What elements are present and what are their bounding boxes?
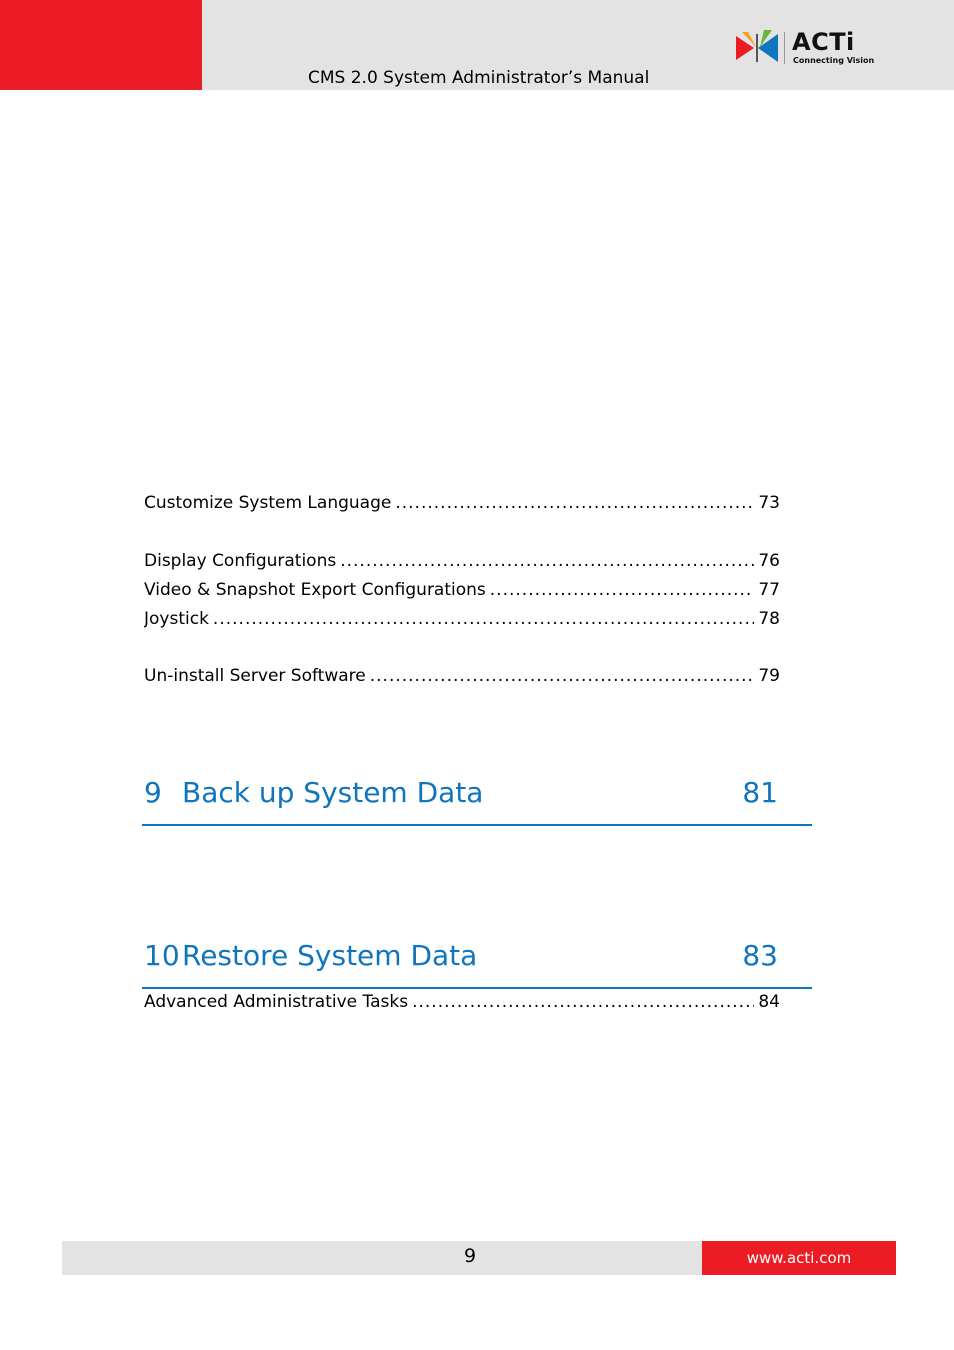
toc-entry-page: 84 xyxy=(758,992,780,1012)
toc-leader-dots xyxy=(370,666,755,686)
toc-leader-dots xyxy=(412,992,754,1012)
manual-title: CMS 2.0 System Administrator’s Manual xyxy=(308,68,650,88)
chapter-heading-10[interactable] xyxy=(144,939,812,987)
toc-entry-page: 77 xyxy=(758,580,780,600)
toc-entry-joystick[interactable] xyxy=(144,609,780,631)
toc-entry-page: 73 xyxy=(758,493,780,513)
chapter-page: 81 xyxy=(742,776,778,809)
toc-entry-label: Display Configurations xyxy=(144,551,337,571)
toc-leader-dots xyxy=(395,493,754,513)
toc-entry-page: 76 xyxy=(758,551,780,571)
toc-entry-label: Advanced Administrative Tasks xyxy=(144,992,409,1012)
toc-entry-page: 79 xyxy=(758,666,780,686)
chapter-title: Restore System Data xyxy=(182,939,478,972)
butterfly-logo-icon xyxy=(734,30,780,66)
chapter-number: 9 xyxy=(144,776,162,809)
header-red-block xyxy=(0,0,202,90)
footer-gray-band xyxy=(62,1241,702,1275)
toc-leader-dots xyxy=(490,580,755,600)
toc-entry-label: Un-install Server Software xyxy=(144,666,366,686)
logo-divider xyxy=(784,32,785,64)
toc-entry-label: Joystick xyxy=(144,609,209,629)
toc-entry-video-snapshot-export[interactable] xyxy=(144,580,780,602)
chapter-title: Back up System Data xyxy=(182,776,484,809)
page-number: 9 xyxy=(463,1245,477,1267)
toc-entry-advanced-administrative-tasks[interactable] xyxy=(144,992,780,1014)
chapter-divider xyxy=(142,824,812,826)
toc-entry-customize-system-language[interactable] xyxy=(144,493,780,515)
acti-logo xyxy=(734,28,874,68)
toc-entry-page: 78 xyxy=(758,609,780,629)
logo-wordmark: ACTi xyxy=(792,28,855,56)
toc-entry-label: Customize System Language xyxy=(144,493,392,513)
website-link[interactable]: www.acti.com xyxy=(746,1249,852,1267)
toc-entry-display-configurations[interactable] xyxy=(144,551,780,573)
chapter-page: 83 xyxy=(742,939,778,972)
toc-entry-uninstall-server-software[interactable] xyxy=(144,666,780,688)
chapter-heading-9[interactable] xyxy=(144,776,812,824)
logo-tagline: Connecting Vision xyxy=(793,56,875,65)
toc-leader-dots xyxy=(213,609,754,629)
toc-entry-label: Video & Snapshot Export Configurations xyxy=(144,580,486,600)
chapter-divider xyxy=(142,987,812,989)
toc-leader-dots xyxy=(340,551,754,571)
chapter-number: 10 xyxy=(144,939,180,972)
